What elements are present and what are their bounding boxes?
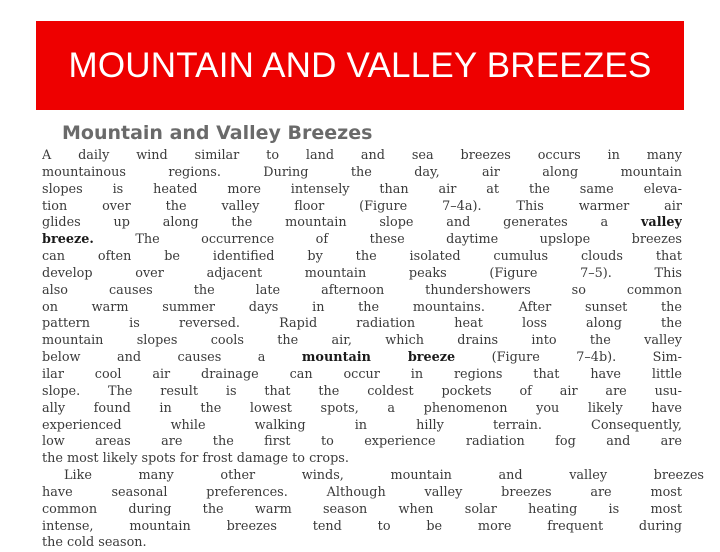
excerpt-line	[42, 165, 682, 182]
excerpt-line-text: intense, mountain breezes tend to be more frequent during	[42, 518, 682, 534]
excerpt-line	[42, 148, 682, 165]
excerpt-line-text: ally found in the lowest spots, a phenomenon you likely have	[42, 400, 682, 416]
excerpt-line	[42, 333, 682, 350]
excerpt-line-text: slopes is heated more intensely than air at the same eleva-	[42, 181, 682, 197]
excerpt-line-text: low areas are the first to experience radiation fog and are	[42, 434, 682, 450]
excerpt-line-text: develop over adjacent mountain peaks (Figure 7–5). This	[42, 265, 682, 281]
excerpt-line-text: the most likely spots for frost damage to crops.	[42, 451, 349, 467]
excerpt-line	[42, 266, 682, 283]
excerpt-line-text: pattern is reversed. Rapid radiation heat loss along the	[42, 316, 682, 332]
excerpt-line	[42, 502, 682, 519]
excerpt-line	[42, 316, 682, 333]
excerpt-body	[42, 148, 704, 552]
excerpt-line	[42, 249, 682, 266]
excerpt-line	[42, 535, 682, 552]
excerpt-line-text: below and causes a	[42, 350, 302, 366]
excerpt-line-text: mountain slopes cools the air, which drains into the valley	[42, 333, 682, 349]
excerpt-line	[42, 215, 682, 232]
excerpt-line-text: A daily wind similar to land and sea breezes occurs in many	[42, 148, 682, 163]
excerpt-line	[42, 468, 704, 485]
excerpt-line	[42, 418, 682, 435]
excerpt-line-text: have seasonal preferences. Although valley breezes are most	[42, 484, 682, 500]
excerpt-line	[42, 384, 682, 401]
excerpt-term: valley	[640, 215, 682, 231]
excerpt-line-text: mountainous regions. During the day, air along mountain	[42, 164, 682, 180]
title-bar	[36, 21, 684, 110]
excerpt-line	[42, 367, 682, 384]
excerpt-term: mountain breeze	[301, 350, 456, 366]
slide-title: MOUNTAIN AND VALLEY BREEZES	[68, 45, 652, 85]
excerpt-line	[42, 485, 682, 502]
excerpt-line-text: also causes the late afternoon thundershowers so common	[42, 282, 682, 298]
excerpt-line	[42, 300, 682, 317]
excerpt-line	[42, 519, 682, 536]
excerpt-line-text: the cold season.	[42, 535, 147, 551]
excerpt-line-text: common during the warm season when solar heating is most	[42, 501, 682, 517]
excerpt-line	[42, 232, 682, 249]
excerpt-line-text: slope. The result is that the coldest pockets of air are usu-	[42, 383, 682, 399]
textbook-excerpt-image	[42, 122, 704, 552]
excerpt-heading: Mountain and Valley Breezes	[62, 122, 373, 144]
excerpt-line-text: tion over the valley floor (Figure 7–4a). This warmer air	[42, 198, 682, 214]
excerpt-line-text: experienced while walking in hilly terrain. Consequently,	[42, 417, 682, 433]
excerpt-line-text: Like many other winds, mountain and valley breezes	[64, 468, 704, 484]
excerpt-line-text: on warm summer days in the mountains. After sunset the	[42, 299, 682, 315]
excerpt-line	[42, 401, 682, 418]
excerpt-line	[42, 283, 682, 300]
excerpt-line-text: can often be identified by the isolated cumulus clouds that	[42, 249, 682, 265]
excerpt-line-text: glides up along the mountain slope and generates a	[42, 215, 641, 231]
excerpt-line-text: The occurrence of these daytime upslope breezes	[93, 232, 682, 248]
excerpt-line	[42, 434, 682, 451]
excerpt-line	[42, 451, 682, 468]
excerpt-line	[42, 182, 682, 199]
excerpt-term: breeze.	[42, 232, 94, 248]
excerpt-line	[42, 199, 682, 216]
excerpt-line	[42, 350, 682, 367]
excerpt-line-text: (Figure 7–4b). Sim-	[455, 350, 682, 366]
excerpt-line-text: ilar cool air drainage can occur in regions that have little	[42, 366, 682, 382]
